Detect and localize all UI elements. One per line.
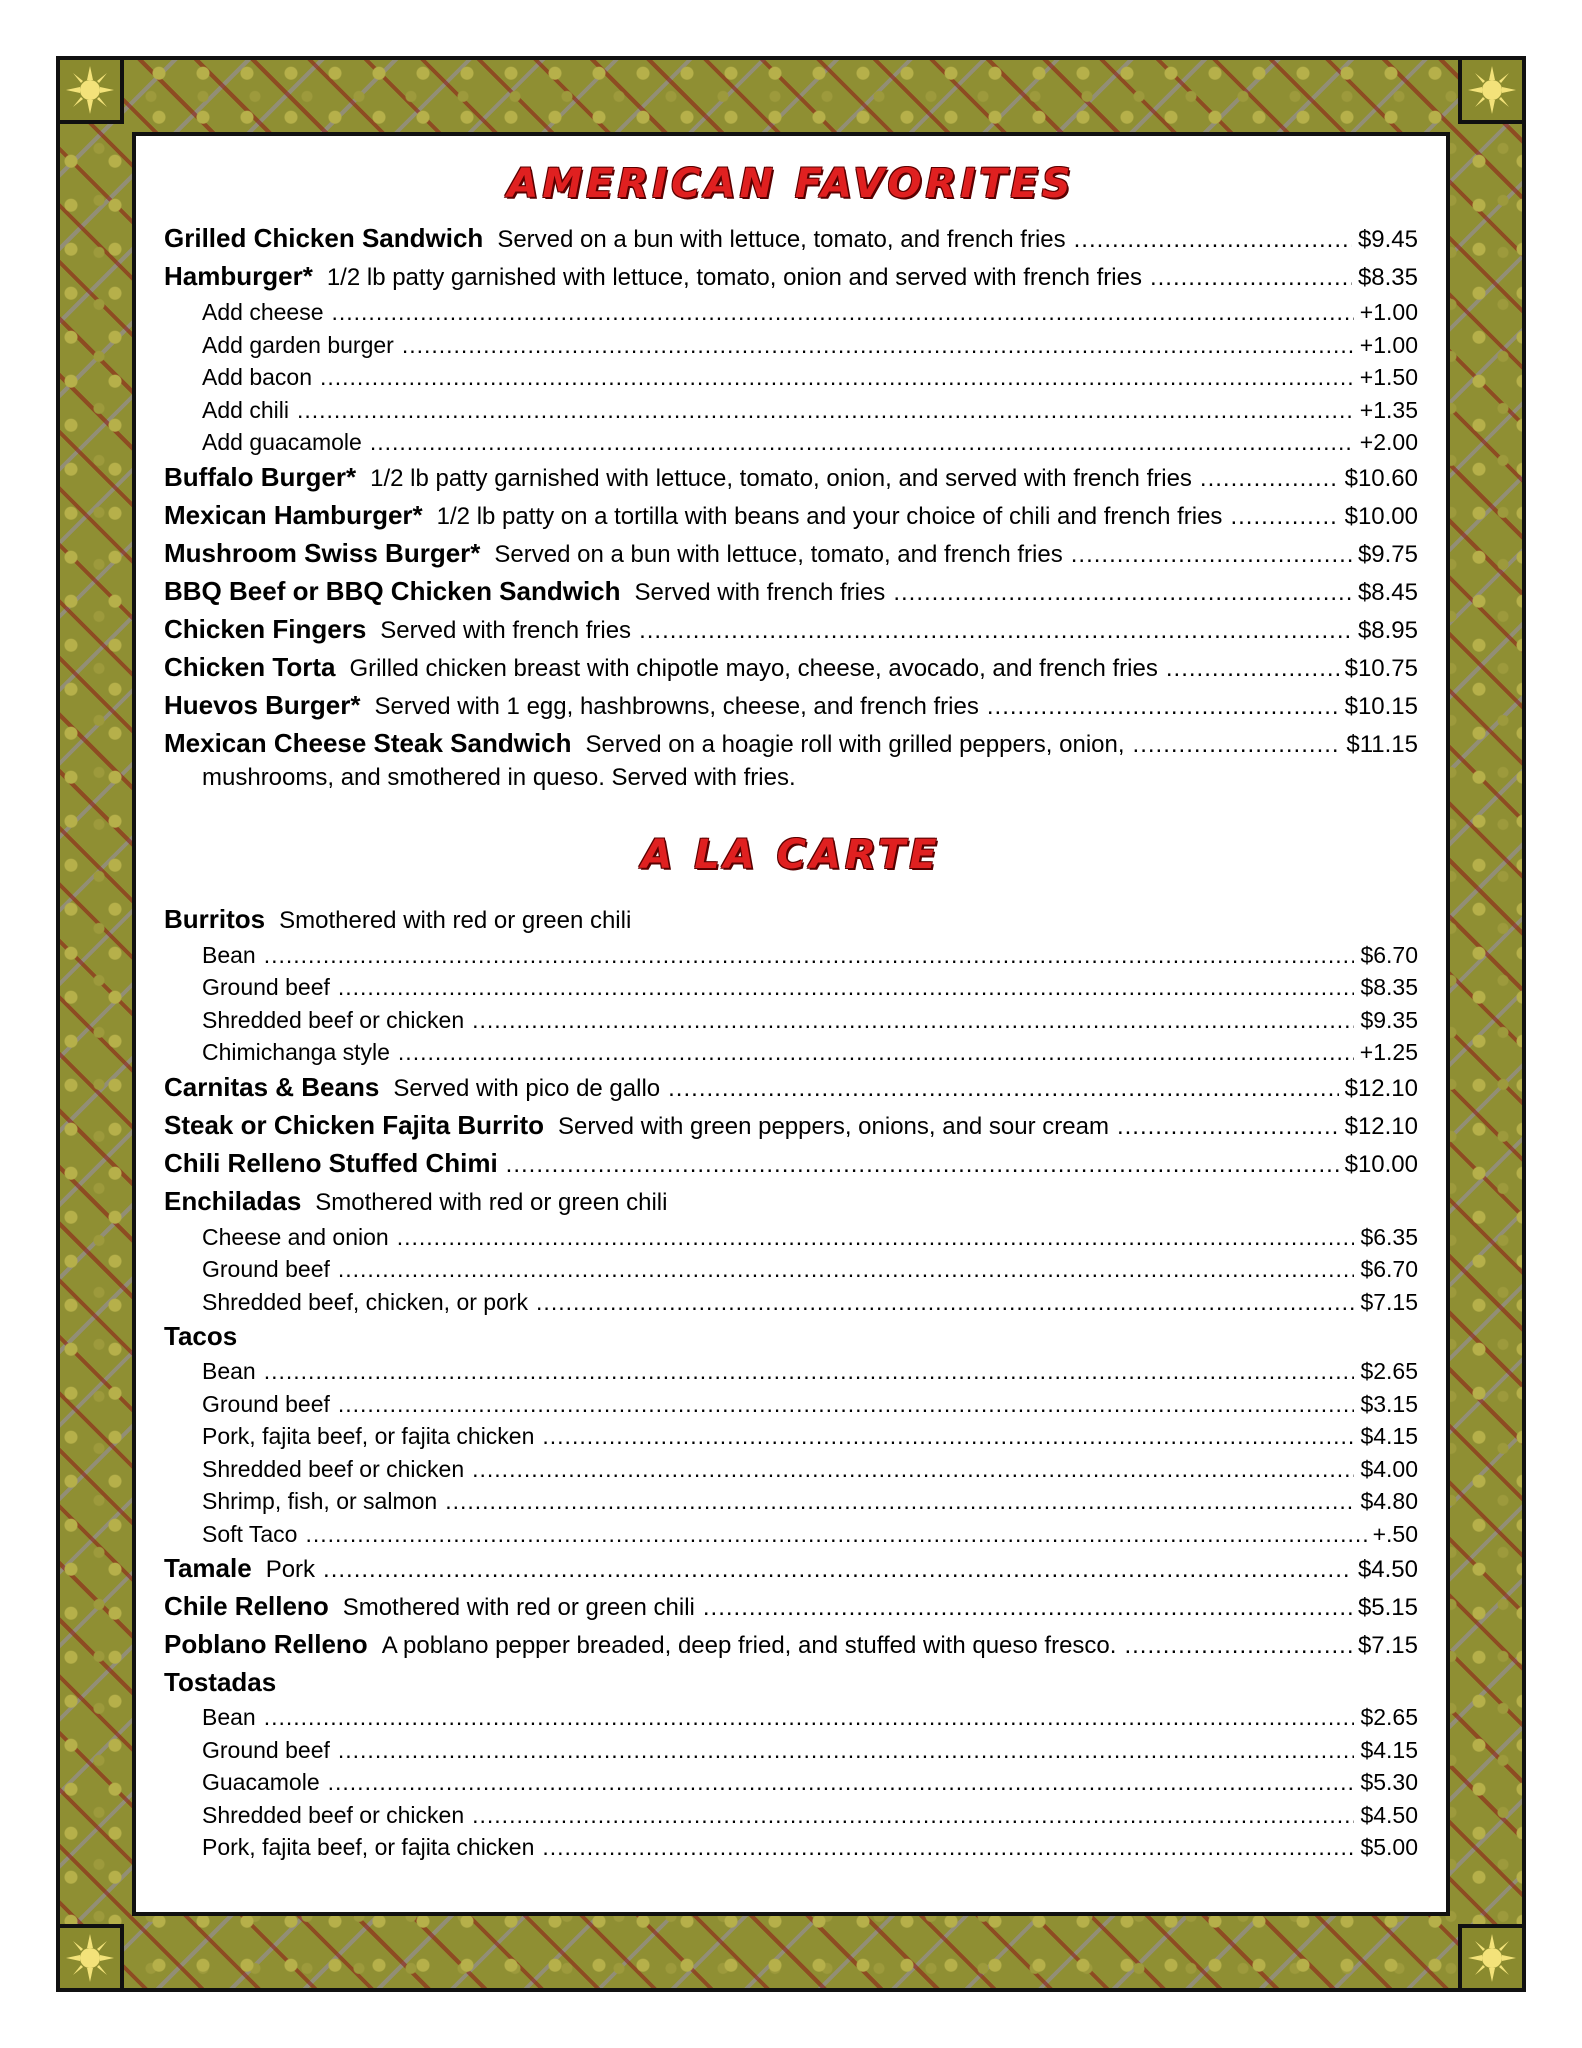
dot-leader	[668, 1070, 1338, 1107]
option-name: Shrimp, fish, or salmon	[202, 1488, 438, 1514]
item-name: Tamale	[164, 1553, 252, 1583]
sun-icon	[1458, 56, 1526, 124]
item-description: 1/2 lb patty on a tortilla with beans and your choice of chili and french fries	[436, 502, 1223, 530]
item-name: Carnitas & Beans	[164, 1071, 380, 1102]
item-price: $9.35	[1360, 1006, 1418, 1033]
option-name: Add bacon	[202, 364, 312, 390]
item-name: Tostadas	[164, 1667, 277, 1697]
item-price: $10.75	[1344, 654, 1418, 682]
section-title-alacarte: A LA CARTE	[641, 831, 941, 878]
item-price: $12.10	[1344, 1112, 1418, 1140]
dot-leader	[264, 1701, 1355, 1734]
option-name: Chimichanga style	[202, 1039, 390, 1065]
option-name: Pork, fajita beef, or fajita chicken	[202, 1834, 535, 1860]
item-name: Enchiladas	[164, 1185, 302, 1216]
dot-leader	[397, 1221, 1355, 1254]
item-description: Served with 1 egg, hashbrowns, cheese, and french fries	[374, 692, 979, 720]
item-price: +1.00	[1359, 299, 1418, 325]
item-price: $4.80	[1360, 1488, 1418, 1514]
item-price: $8.35	[1360, 974, 1418, 1000]
dot-leader	[472, 1004, 1354, 1037]
item-name: Mexican Hamburger*	[164, 499, 423, 530]
item-description: Served with pico de gallo	[393, 1074, 661, 1102]
dot-leader	[305, 1518, 1366, 1551]
menu-option	[164, 1388, 1418, 1421]
dot-leader	[1133, 726, 1341, 763]
menu-item	[164, 1183, 1418, 1221]
dot-leader	[893, 574, 1352, 611]
item-price: $4.50	[1357, 1556, 1418, 1583]
item-price: $9.75	[1357, 540, 1418, 568]
menu-option	[164, 1766, 1418, 1799]
menu-option	[164, 1286, 1418, 1319]
item-price: $6.35	[1360, 1223, 1418, 1250]
dot-leader	[328, 1766, 1355, 1799]
item-price: $8.45	[1357, 578, 1418, 606]
item-description: Served with green peppers, onions, and sour cream	[557, 1112, 1109, 1140]
dot-leader	[338, 1253, 1355, 1286]
item-price: $2.65	[1360, 1358, 1418, 1384]
item-name: Burritos	[164, 903, 266, 934]
option-name: Pork, fajita beef, or fajita chicken	[202, 1423, 535, 1449]
menu-option	[164, 426, 1418, 459]
item-name: Grilled Chicken Sandwich	[164, 223, 484, 253]
option-name: Add chili	[202, 396, 289, 423]
menu-item	[164, 1588, 1418, 1626]
menu-option	[164, 1734, 1418, 1767]
sun-icon	[56, 1924, 124, 1992]
menu-item	[164, 459, 1418, 497]
item-description: Grilled chicken breast with chipotle mayo, cheese, avocado, and french fries	[349, 654, 1158, 682]
item-description: Pork	[265, 1556, 316, 1583]
menu-option	[164, 361, 1418, 394]
item-name: Mexican Cheese Steak Sandwich	[164, 727, 572, 758]
menu-item	[164, 1626, 1418, 1664]
dot-leader	[398, 1036, 1354, 1069]
menu-item	[164, 535, 1418, 573]
dot-leader	[320, 361, 1354, 394]
item-description-continued: mushrooms, and smothered in queso. Served with fries.	[202, 763, 796, 791]
item-price: $8.35	[1357, 264, 1418, 291]
a-la-carte-list	[164, 901, 1418, 1864]
option-name: Bean	[202, 1358, 256, 1384]
item-price: $12.10	[1344, 1074, 1418, 1102]
american-favorites-list	[164, 220, 1418, 793]
item-description: Smothered with red or green chili	[279, 906, 632, 934]
item-name: Chili Relleno Stuffed Chimi	[164, 1147, 498, 1178]
dot-leader	[506, 1146, 1339, 1183]
menu-option	[164, 296, 1418, 329]
menu-option	[164, 1485, 1418, 1518]
dot-leader	[1150, 259, 1352, 296]
dot-leader	[1166, 650, 1339, 687]
item-price: $10.60	[1344, 464, 1418, 492]
menu-item	[164, 1318, 1418, 1355]
item-name: Poblano Relleno	[164, 1629, 368, 1659]
item-price: $4.00	[1360, 1455, 1418, 1482]
item-description: Served on a bun with lettuce, tomato, and french fries	[497, 226, 1066, 253]
dot-leader	[1124, 1627, 1351, 1664]
dot-leader	[402, 329, 1354, 362]
option-name: Guacamole	[202, 1769, 320, 1795]
item-price: $5.00	[1360, 1834, 1418, 1860]
dot-leader	[1200, 460, 1339, 497]
dot-leader	[1074, 221, 1352, 258]
menu-option	[164, 1701, 1418, 1734]
item-description: Served on a bun with lettuce, tomato, and french fries	[494, 540, 1063, 568]
item-name: Chicken Fingers	[164, 613, 367, 644]
dot-leader	[1117, 1108, 1339, 1145]
menu-option	[164, 329, 1418, 362]
menu-option	[164, 394, 1418, 427]
menu-option	[164, 1221, 1418, 1254]
item-price: +1.50	[1359, 364, 1418, 390]
option-name: Soft Taco	[202, 1520, 298, 1547]
item-name: Chicken Torta	[164, 651, 336, 682]
menu-content	[164, 160, 1418, 1864]
item-price: $10.00	[1344, 1150, 1418, 1178]
item-description: 1/2 lb patty garnished with lettuce, tomato, onion and served with french fries	[326, 264, 1142, 291]
item-name: Steak or Chicken Fajita Burrito	[164, 1109, 544, 1140]
dot-leader	[338, 1388, 1355, 1421]
item-price: +1.00	[1359, 331, 1418, 358]
menu-option	[164, 1831, 1418, 1864]
option-name: Add garden burger	[202, 331, 394, 358]
menu-option	[164, 1453, 1418, 1486]
item-price: +1.35	[1359, 396, 1418, 423]
option-name: Ground beef	[202, 1390, 330, 1417]
item-price: +1.25	[1359, 1039, 1418, 1065]
dot-leader	[472, 1453, 1354, 1486]
item-price: $4.50	[1360, 1801, 1418, 1828]
menu-option	[164, 1004, 1418, 1037]
item-description: 1/2 lb patty garnished with lettuce, tomato, onion, and served with french fries	[370, 464, 1192, 492]
option-name: Shredded beef or chicken	[202, 1801, 465, 1828]
sun-icon	[1458, 1924, 1526, 1992]
dot-leader	[542, 1831, 1354, 1864]
dot-leader	[331, 296, 1353, 329]
menu-option	[164, 1253, 1418, 1286]
item-price: $6.70	[1360, 1256, 1418, 1282]
item-description: Served on a hoagie roll with grilled peppers, onion,	[585, 730, 1125, 758]
item-price: $4.15	[1360, 1736, 1418, 1763]
item-price: $8.95	[1357, 616, 1418, 644]
menu-item	[164, 1107, 1418, 1145]
dot-leader	[338, 971, 1355, 1004]
option-name: Ground beef	[202, 1736, 330, 1763]
dot-leader	[1071, 536, 1352, 573]
menu-item	[164, 649, 1418, 687]
item-price: $7.15	[1357, 1632, 1418, 1659]
menu-item	[164, 497, 1418, 535]
option-name: Bean	[202, 941, 256, 968]
menu-option	[164, 1799, 1418, 1832]
option-name: Shredded beef, chicken, or pork	[202, 1288, 529, 1315]
dot-leader	[542, 1420, 1354, 1453]
option-name: Ground beef	[202, 974, 330, 1000]
dot-leader	[264, 1355, 1355, 1388]
menu-item	[164, 1145, 1418, 1183]
item-name: BBQ Beef or BBQ Chicken Sandwich	[164, 575, 621, 606]
menu-item	[164, 901, 1418, 939]
item-price: $3.15	[1360, 1390, 1418, 1417]
item-name: Chile Relleno	[164, 1591, 329, 1621]
item-price: $10.00	[1344, 502, 1418, 530]
dot-leader	[323, 1551, 1352, 1588]
option-name: Cheese and onion	[202, 1223, 389, 1250]
dot-leader	[639, 612, 1352, 649]
menu-item	[164, 220, 1418, 258]
item-price: $6.70	[1360, 941, 1418, 968]
menu-option	[164, 1518, 1418, 1551]
menu-option	[164, 1355, 1418, 1388]
item-price: $5.15	[1357, 1594, 1418, 1621]
item-price: $7.15	[1360, 1288, 1418, 1315]
item-description: A poblano pepper breaded, deep fried, and stuffed with queso fresco.	[381, 1632, 1117, 1659]
item-description: Smothered with red or green chili	[315, 1188, 668, 1216]
option-name: Add cheese	[202, 299, 324, 325]
menu-item	[164, 611, 1418, 649]
dot-leader	[472, 1799, 1354, 1832]
section-title-american: AMERICAN FAVORITES	[507, 161, 1075, 207]
item-price: $5.30	[1360, 1769, 1418, 1795]
dot-leader	[338, 1734, 1355, 1767]
menu-option	[164, 1036, 1418, 1069]
item-price: $2.65	[1360, 1704, 1418, 1730]
menu-item	[164, 258, 1418, 296]
menu-item	[164, 725, 1418, 763]
menu-option	[164, 1420, 1418, 1453]
menu-option	[164, 939, 1418, 972]
dot-leader	[536, 1286, 1354, 1319]
option-name: Add guacamole	[202, 429, 362, 455]
item-name: Huevos Burger*	[164, 689, 361, 720]
sun-icon	[56, 56, 124, 124]
item-price: $4.15	[1360, 1423, 1418, 1449]
item-name: Buffalo Burger*	[164, 461, 357, 492]
dot-leader	[264, 939, 1355, 972]
dot-leader	[987, 688, 1339, 725]
option-name: Bean	[202, 1704, 256, 1730]
item-name: Mushroom Swiss Burger*	[164, 537, 481, 568]
menu-item	[164, 573, 1418, 611]
menu-item	[164, 687, 1418, 725]
item-price: $11.15	[1346, 730, 1418, 758]
dot-leader	[370, 426, 1354, 459]
item-name: Hamburger*	[164, 261, 313, 291]
item-name: Tacos	[164, 1321, 238, 1351]
item-description: Served with french fries	[634, 578, 886, 606]
item-description: Served with french fries	[380, 616, 632, 644]
menu-item	[164, 1550, 1418, 1588]
menu-item	[164, 1664, 1418, 1701]
item-price: $10.15	[1344, 692, 1418, 720]
item-price: $9.45	[1357, 226, 1418, 253]
item-description: Smothered with red or green chili	[342, 1594, 695, 1621]
option-name: Shredded beef or chicken	[202, 1455, 465, 1482]
dot-leader	[297, 394, 1354, 427]
option-name: Shredded beef or chicken	[202, 1006, 465, 1033]
option-name: Ground beef	[202, 1256, 330, 1282]
menu-item	[164, 1069, 1418, 1107]
menu-option	[164, 971, 1418, 1004]
item-price: +2.00	[1359, 429, 1418, 455]
dot-leader	[445, 1485, 1354, 1518]
dot-leader	[703, 1589, 1352, 1626]
item-price: +.50	[1372, 1520, 1418, 1547]
dot-leader	[1230, 498, 1338, 535]
